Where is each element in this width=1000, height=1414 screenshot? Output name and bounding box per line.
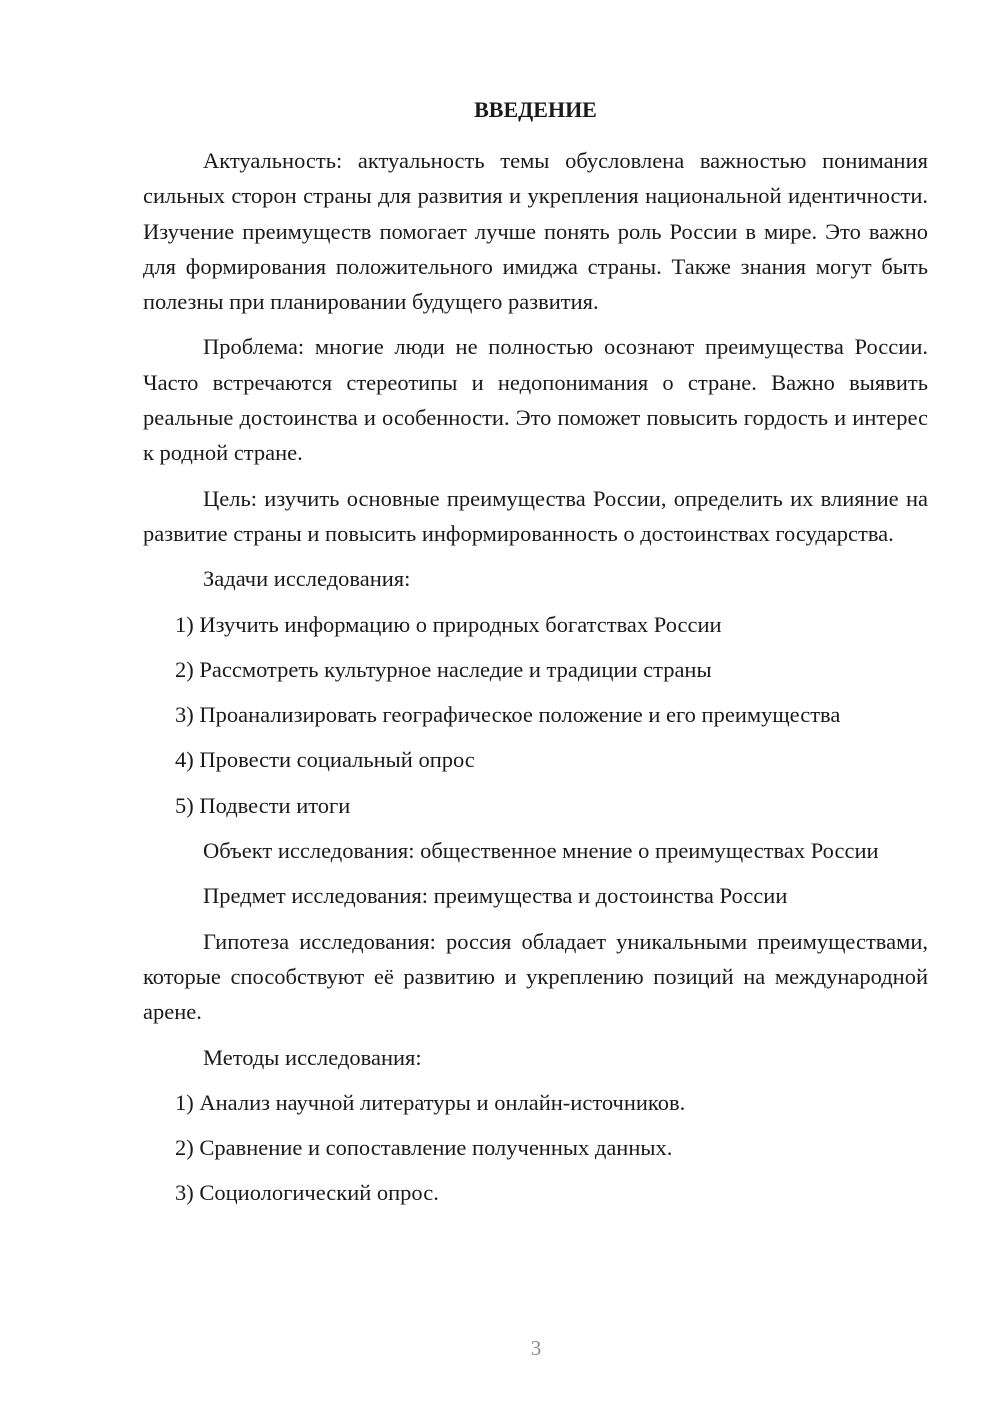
list-item: 3) Социологический опрос. <box>175 1180 439 1206</box>
list-item: 2) Сравнение и сопоставление полученных данных. <box>175 1135 673 1161</box>
list-item: 2) Рассмотреть культурное наследие и традиции страны <box>175 656 712 682</box>
object-paragraph: Объект исследования: общественное мнение о преимуществах России <box>203 838 879 864</box>
methods-heading: Методы исследования: <box>203 1044 422 1070</box>
list-item: 4) Провести социальный опрос <box>175 747 475 773</box>
goal-paragraph: Цель: изучить основные преимущества России, определить их влияние на развитие страны и повысить информированность о достоинствах государства. <box>143 485 928 546</box>
page-number: 3 <box>530 1336 542 1360</box>
list-item: 5) Подвести итоги <box>175 792 351 818</box>
relevance-paragraph: Актуальность: актуальность темы обусловлена важностью понимания сильных сторон страны для развития и укрепления национальной идентичности. Изучение преимуществ помогает лучше понять роль России в мире. Это важно для формирования положительного имиджа страны. Также знания могут быть полезны при планировании будущего развития. <box>143 148 928 315</box>
subject-paragraph: Предмет исследования: преимущества и достоинства России <box>203 883 788 909</box>
methods-list <box>143 1085 928 1211</box>
list-item: 1) Изучить информацию о природных богатствах России <box>175 611 722 637</box>
problem-paragraph: Проблема: многие люди не полностью осознают преимущества России. Часто встречаются стереотипы и недопонимания о стране. Важно выявить реальные достоинства и особенности. Это поможет повысить гордость и интерес к родной стране. <box>143 334 928 466</box>
document-page <box>143 94 928 1221</box>
section-title: ВВЕДЕНИЕ <box>474 97 597 122</box>
hypothesis-paragraph: Гипотеза исследования: россия обладает уникальными преимуществами, которые способствуют её развитию и укреплению позиций на международной арене. <box>143 928 928 1025</box>
tasks-heading: Задачи исследования: <box>203 566 411 592</box>
list-item: 3) Проанализировать географическое положение и его преимущества <box>175 702 841 728</box>
list-item: 1) Анализ научной литературы и онлайн-источников. <box>175 1089 686 1115</box>
tasks-list <box>143 607 928 823</box>
